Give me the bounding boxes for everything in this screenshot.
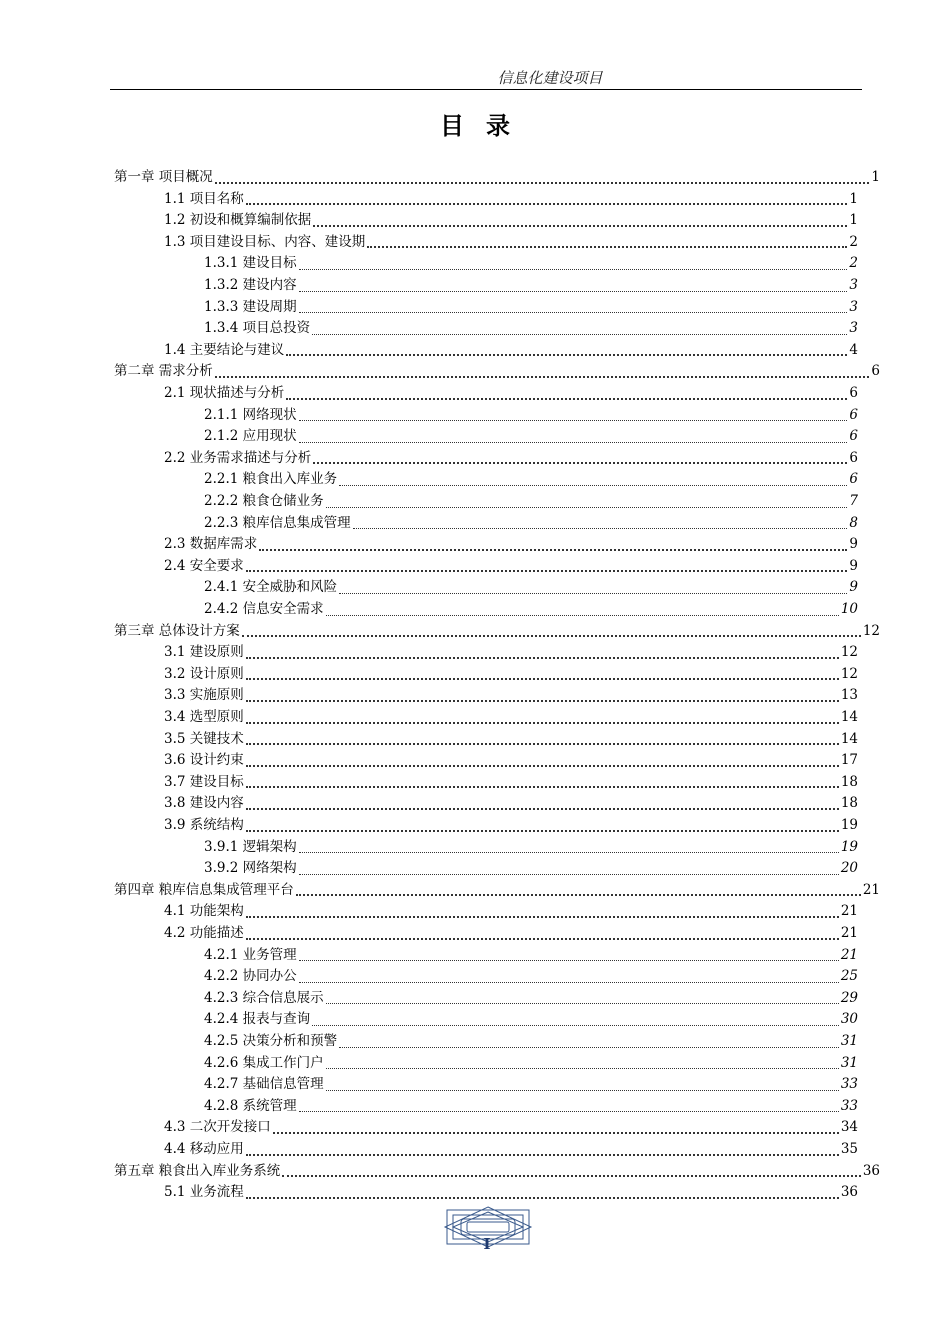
toc-entry[interactable] xyxy=(164,210,858,232)
toc-leader-dots xyxy=(273,1132,839,1134)
toc-entry[interactable] xyxy=(204,1074,858,1096)
toc-entry-page: 6 xyxy=(849,471,858,488)
toc-entry-label: 3.2 设计原则 xyxy=(164,665,244,682)
toc-leader-dots xyxy=(246,1197,839,1199)
toc-entry-page: 7 xyxy=(849,493,858,510)
toc-entry[interactable] xyxy=(164,534,858,556)
toc-leader-dots xyxy=(326,507,848,508)
toc-entry[interactable] xyxy=(164,1182,858,1204)
toc-entry-page: 10 xyxy=(840,601,858,618)
toc-leader-dots xyxy=(215,376,870,378)
toc-entry-page: 29 xyxy=(840,989,858,1006)
toc-entry-page: 9 xyxy=(849,536,858,553)
toc-entry[interactable] xyxy=(164,901,858,923)
toc-leader-dots xyxy=(246,678,839,680)
toc-leader-dots xyxy=(246,765,839,767)
toc-entry-label: 3.3 实施原则 xyxy=(164,687,244,704)
toc-leader-dots xyxy=(313,225,847,227)
toc-entry-label: 4.2.6 集成工作门户 xyxy=(204,1054,324,1071)
toc-entry-label: 4.2.4 报表与查询 xyxy=(204,1011,311,1028)
toc-entry[interactable] xyxy=(164,232,858,254)
toc-entry[interactable] xyxy=(204,253,858,275)
toc-entry-page: 12 xyxy=(840,644,858,661)
toc-leader-dots xyxy=(299,852,839,853)
toc-leader-dots xyxy=(259,549,847,551)
toc-entry-page: 17 xyxy=(840,752,858,769)
toc-leader-dots xyxy=(246,938,839,940)
toc-leader-dots xyxy=(246,722,839,724)
toc-leader-dots xyxy=(367,246,847,248)
toc-entry-label: 5.1 业务流程 xyxy=(164,1184,244,1201)
toc-entry-page: 3 xyxy=(849,298,858,315)
toc-entry-page: 19 xyxy=(840,838,858,855)
toc-entry-label: 4.2.1 业务管理 xyxy=(204,946,297,963)
toc-entry[interactable] xyxy=(164,642,858,664)
toc-entry-page: 4 xyxy=(849,341,858,358)
toc-leader-dots xyxy=(286,354,847,356)
toc-entry[interactable] xyxy=(164,1117,858,1139)
toc-entry-page: 35 xyxy=(840,1141,858,1158)
toc-entry[interactable] xyxy=(164,750,858,772)
toc-leader-dots xyxy=(339,593,847,594)
toc-leader-dots xyxy=(299,874,839,875)
toc-entry-label: 2.4.2 信息安全需求 xyxy=(204,601,324,618)
page-number: I xyxy=(483,1235,491,1253)
toc-entry[interactable] xyxy=(204,1096,858,1118)
toc-entry-label: 第三章 总体设计方案 xyxy=(114,622,240,639)
toc-leader-dots xyxy=(299,269,848,270)
toc-entry-label: 3.1 建设原则 xyxy=(164,644,244,661)
toc-leader-dots xyxy=(326,1003,839,1004)
toc-leader-dots xyxy=(246,570,848,572)
toc-entry[interactable] xyxy=(204,491,858,513)
toc-entry-label: 4.1 功能架构 xyxy=(164,903,244,920)
toc-entry-page: 1 xyxy=(849,190,858,207)
toc-entry-page: 9 xyxy=(849,557,858,574)
toc-entry[interactable] xyxy=(204,599,858,621)
toc-entry-page: 30 xyxy=(840,1011,858,1028)
toc-entry-page: 6 xyxy=(871,363,880,380)
toc-entry-page: 33 xyxy=(840,1097,858,1114)
toc-entry-page: 21 xyxy=(840,903,858,920)
toc-leader-dots xyxy=(299,442,848,443)
toc-entry[interactable] xyxy=(164,707,858,729)
toc-entry-label: 第五章 粮食出入库业务系统 xyxy=(114,1162,281,1179)
toc-entry-label: 3.5 关键技术 xyxy=(164,730,244,747)
toc-entry-page: 33 xyxy=(840,1076,858,1093)
toc-leader-dots xyxy=(286,398,847,400)
toc-entry[interactable] xyxy=(164,189,858,211)
toc-entry[interactable] xyxy=(114,1161,880,1183)
toc-entry[interactable] xyxy=(164,383,858,405)
toc-entry-label: 1.2 初设和概算编制依据 xyxy=(164,212,312,229)
toc-entry-page: 12 xyxy=(862,622,880,639)
toc-entry[interactable] xyxy=(204,1009,858,1031)
toc-leader-dots xyxy=(299,960,839,961)
toc-leader-dots xyxy=(246,203,848,205)
toc-entry-page: 31 xyxy=(840,1033,858,1050)
toc-entry[interactable] xyxy=(164,815,858,837)
toc-entry-label: 2.4.1 安全威胁和风险 xyxy=(204,579,338,596)
toc-entry-page: 36 xyxy=(840,1184,858,1201)
toc-entry-page: 12 xyxy=(840,665,858,682)
toc-entry-label: 4.4 移动应用 xyxy=(164,1141,244,1158)
toc-entry-page: 18 xyxy=(840,773,858,790)
toc-leader-dots xyxy=(326,615,839,616)
toc-entry-label: 1.3.3 建设周期 xyxy=(204,298,297,315)
toc-entry-page: 34 xyxy=(840,1119,858,1136)
toc-entry-page: 14 xyxy=(840,709,858,726)
toc-entry[interactable] xyxy=(164,556,858,578)
toc-entry[interactable] xyxy=(204,297,858,319)
toc-entry-page: 25 xyxy=(840,968,858,985)
toc-leader-dots xyxy=(296,894,861,896)
toc-entry-label: 第一章 项目概况 xyxy=(114,169,213,186)
doc-title: 目录 xyxy=(440,112,532,140)
toc-entry[interactable] xyxy=(204,1031,858,1053)
toc-entry-page: 14 xyxy=(840,730,858,747)
toc-entry[interactable] xyxy=(164,685,858,707)
toc-entry[interactable] xyxy=(114,167,880,189)
toc-entry-label: 1.3 项目建设目标、内容、建设期 xyxy=(164,233,366,250)
toc-leader-dots xyxy=(326,1068,839,1069)
toc-entry-page: 6 xyxy=(849,385,858,402)
toc-leader-dots xyxy=(299,982,839,983)
toc-entry[interactable] xyxy=(164,729,858,751)
toc-leader-dots xyxy=(299,420,848,421)
toc-leader-dots xyxy=(246,808,839,810)
toc-leader-dots xyxy=(299,291,848,292)
toc-entry[interactable] xyxy=(164,340,858,362)
toc-entry-label: 4.2.3 综合信息展示 xyxy=(204,989,324,1006)
toc-entry-label: 3.6 设计约束 xyxy=(164,752,244,769)
toc-entry-label: 3.7 建设目标 xyxy=(164,773,244,790)
toc-entry[interactable] xyxy=(204,275,858,297)
toc-entry[interactable] xyxy=(164,1139,858,1161)
toc-leader-dots xyxy=(282,1175,861,1177)
toc-entry-page: 13 xyxy=(840,687,858,704)
toc-entry-label: 4.3 二次开发接口 xyxy=(164,1119,271,1136)
toc-entry-page: 21 xyxy=(840,925,858,942)
toc-leader-dots xyxy=(339,1047,839,1048)
toc-entry-label: 2.2.2 粮食仓储业务 xyxy=(204,493,324,510)
toc-entry[interactable] xyxy=(204,988,858,1010)
toc-entry-label: 2.2 业务需求描述与分析 xyxy=(164,449,312,466)
toc-leader-dots xyxy=(246,657,839,659)
toc-entry[interactable] xyxy=(164,664,858,686)
toc-entry-label: 第四章 粮库信息集成管理平台 xyxy=(114,881,294,898)
toc-entry-page: 6 xyxy=(849,449,858,466)
toc-entry-page: 1 xyxy=(871,169,880,186)
toc-entry-page: 9 xyxy=(849,579,858,596)
toc-entry-page: 3 xyxy=(849,277,858,294)
toc-leader-dots xyxy=(246,743,839,745)
toc-leader-dots xyxy=(313,462,847,464)
toc-entry-label: 3.8 建设内容 xyxy=(164,795,244,812)
toc-entry-label: 1.4 主要结论与建议 xyxy=(164,341,285,358)
toc-entry-label: 1.1 项目名称 xyxy=(164,190,244,207)
toc-leader-dots xyxy=(299,1111,839,1112)
toc-entry[interactable] xyxy=(204,945,858,967)
toc-entry-page: 21 xyxy=(840,946,858,963)
toc-entry-label: 3.4 选型原则 xyxy=(164,709,244,726)
toc-entry-label: 2.1.1 网络现状 xyxy=(204,406,297,423)
toc-entry-label: 4.2.7 基础信息管理 xyxy=(204,1076,324,1093)
toc-entry-label: 2.1.2 应用现状 xyxy=(204,428,297,445)
toc-entry[interactable] xyxy=(164,448,858,470)
toc-entry[interactable] xyxy=(164,793,858,815)
toc-entry-label: 2.3 数据库需求 xyxy=(164,536,258,553)
toc-entry[interactable] xyxy=(204,577,858,599)
toc-leader-dots xyxy=(312,1025,839,1026)
toc-entry-label: 2.2.1 粮食出入库业务 xyxy=(204,471,338,488)
toc-entry-page: 1 xyxy=(849,212,858,229)
toc-entry-page: 36 xyxy=(862,1162,880,1179)
toc-entry-page: 21 xyxy=(862,881,880,898)
toc-leader-dots xyxy=(246,916,839,918)
toc-entry-label: 2.1 现状描述与分析 xyxy=(164,385,285,402)
toc-entry-page: 18 xyxy=(840,795,858,812)
toc-entry-page: 19 xyxy=(840,817,858,834)
toc-entry-page: 6 xyxy=(849,406,858,423)
toc-leader-dots xyxy=(312,334,847,335)
toc-entry-page: 2 xyxy=(849,233,858,250)
toc-entry-label: 3.9.1 逻辑架构 xyxy=(204,838,297,855)
toc-entry[interactable] xyxy=(204,405,858,427)
toc-leader-dots xyxy=(246,786,839,788)
toc-entry[interactable] xyxy=(204,318,858,340)
toc-leader-dots xyxy=(246,830,839,832)
toc-entry[interactable] xyxy=(204,966,858,988)
toc-entry-label: 3.9.2 网络架构 xyxy=(204,860,297,877)
toc-leader-dots xyxy=(339,485,847,486)
header-rule xyxy=(110,89,862,90)
toc-entry[interactable] xyxy=(204,513,858,535)
toc-entry[interactable] xyxy=(114,621,880,643)
toc-entry-page: 31 xyxy=(840,1054,858,1071)
toc-entry-page: 20 xyxy=(840,860,858,877)
toc-entry[interactable] xyxy=(204,426,858,448)
toc-entry[interactable] xyxy=(204,1053,858,1075)
toc-entry-label: 1.3.4 项目总投资 xyxy=(204,320,311,337)
toc-entry[interactable] xyxy=(164,923,858,945)
toc-leader-dots xyxy=(246,700,839,702)
toc-entry-label: 2.4 安全要求 xyxy=(164,557,244,574)
toc-entry[interactable] xyxy=(204,469,858,491)
toc-entry-page: 3 xyxy=(849,320,858,337)
toc-entry[interactable] xyxy=(204,837,858,859)
toc-entry-label: 1.3.2 建设内容 xyxy=(204,277,297,294)
toc-entry-page: 2 xyxy=(849,255,858,272)
toc-entry-label: 2.2.3 粮库信息集成管理 xyxy=(204,514,351,531)
toc-entry[interactable] xyxy=(204,858,858,880)
toc-entry-label: 4.2.5 决策分析和预警 xyxy=(204,1033,338,1050)
toc-entry[interactable] xyxy=(114,880,880,902)
toc-leader-dots xyxy=(326,1090,839,1091)
toc-leader-dots xyxy=(246,1154,839,1156)
toc-entry-label: 4.2 功能描述 xyxy=(164,925,244,942)
header-title: 信息化建设项目 xyxy=(497,69,603,87)
toc-entry-label: 第二章 需求分析 xyxy=(114,363,213,380)
toc-entry-label: 4.2.2 协同办公 xyxy=(204,968,297,985)
toc-leader-dots xyxy=(353,528,848,529)
toc-entry-page: 8 xyxy=(849,514,858,531)
toc-entry-label: 1.3.1 建设目标 xyxy=(204,255,297,272)
toc-leader-dots xyxy=(242,635,861,637)
toc-leader-dots xyxy=(299,312,848,313)
toc-entry[interactable] xyxy=(164,772,858,794)
toc-leader-dots xyxy=(215,182,870,184)
toc-entry-label: 4.2.8 系统管理 xyxy=(204,1097,297,1114)
toc-entry-page: 6 xyxy=(849,428,858,445)
toc-entry[interactable] xyxy=(114,361,880,383)
toc-entry-label: 3.9 系统结构 xyxy=(164,817,244,834)
